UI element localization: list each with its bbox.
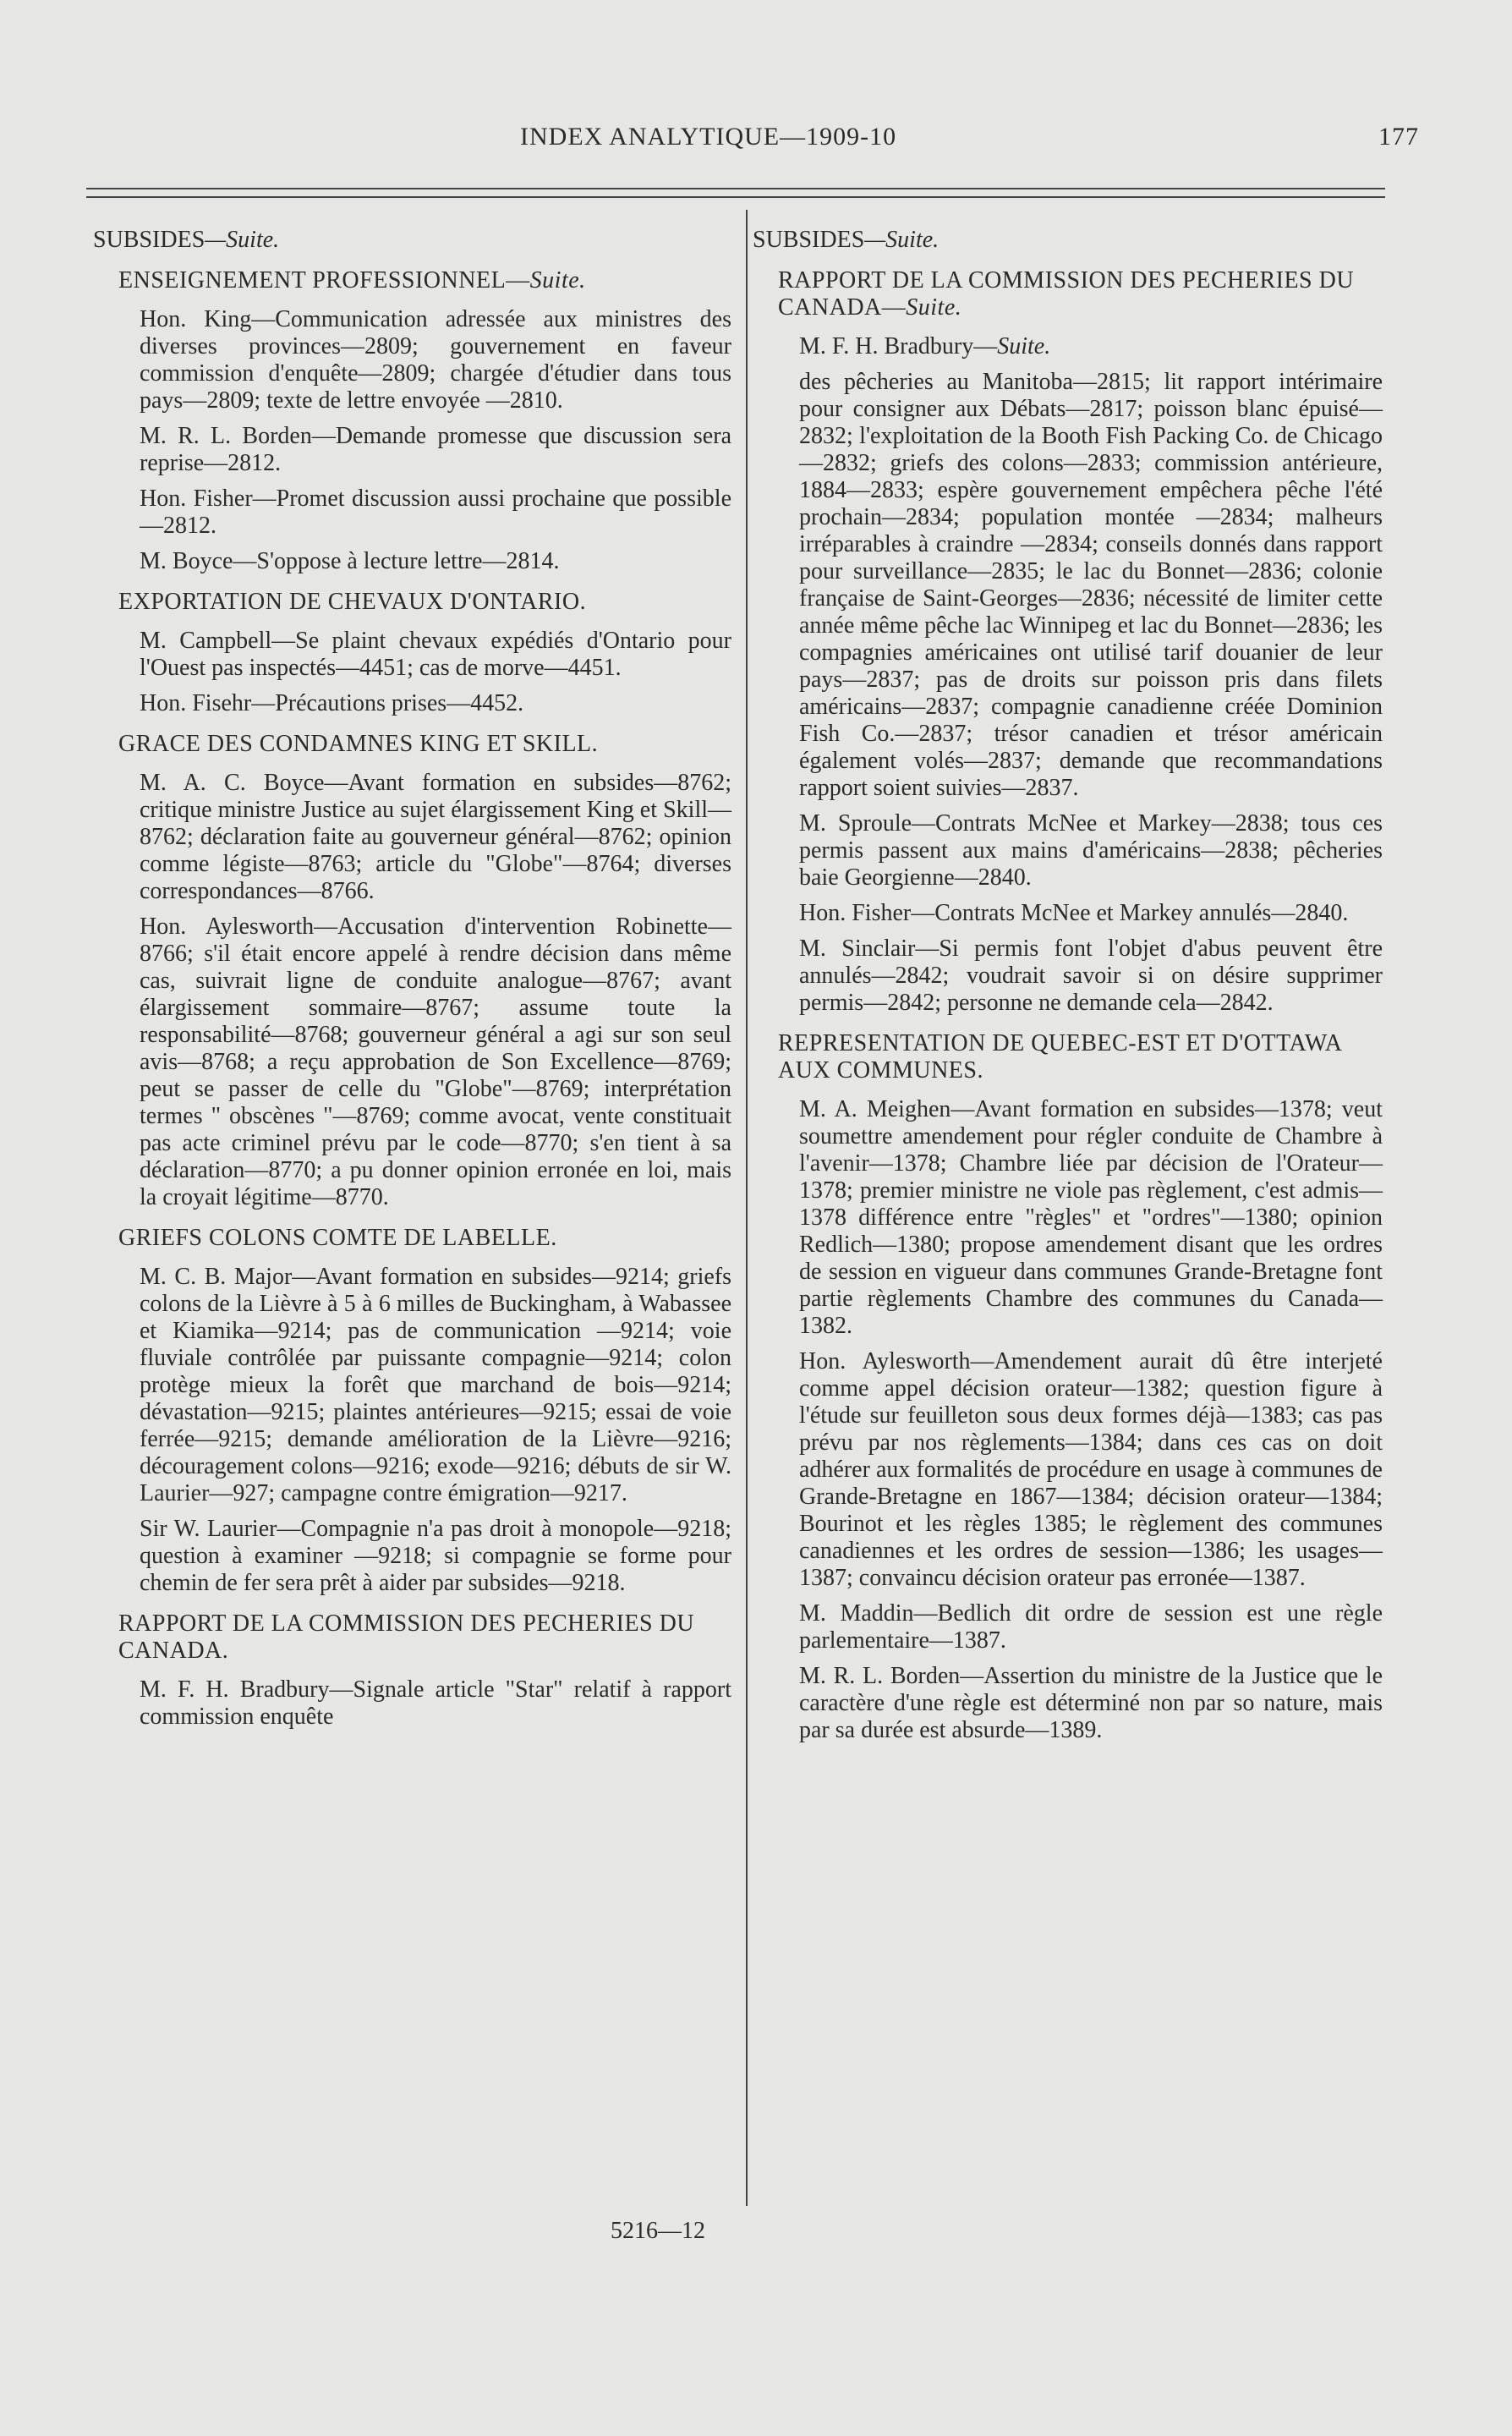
index-entry xyxy=(799,1348,1383,1592)
index-entry xyxy=(140,548,731,575)
index-entry xyxy=(140,1676,731,1731)
index-entry-text: Hon. Fisher—Promet discussion aussi prochaine que possible—2812. xyxy=(140,486,731,539)
index-entry-text: M. Boyce—S'oppose à lecture lettre—2814. xyxy=(140,548,560,574)
index-entry xyxy=(140,306,731,414)
index-entry-text: Hon. Aylesworth—Amendement aurait dû être interjeté comme appel décision orateur—1382; question figure à l'étude sur feuilleton sous deux formes déjà—1383; cas pas prévu par nos règlements—1384; dans ces cas on doit adhérer aux formalités de procédure en usage à communes de Grande-Bretagne en 1867—1384; décision orateur—1384; Bourinot et les règles 1385; le règlement des communes canadiennes et les ordres de session—1386; les usages—1387; convaincu décision orateur pas erronée—1387. xyxy=(799,1348,1383,1591)
index-entry-text: M. A. Meighen—Avant formation en subsides—1378; veut soumettre amendement pour régler conduite de Chambre à l'avenir—1378; Chambre liée par décision de l'Orateur—1378; premier ministre ne viole pas règlement, c'est admis—1378 différence entre "règles" et "ordres"—1380; opinion Redlich—1380; propose amendement disant que les ordres de session en vigueur dans communes Grande-Bretagne font partie règlements Chambre des communes du Canada—1382. xyxy=(799,1096,1383,1339)
right-column xyxy=(753,227,1383,1753)
index-entry-text: Hon. King—Communication adressée aux ministres des diverses provinces—2809; gouvernement en faveur commission d'enquête—2809; chargée d'étudier dans tous pays—2809; texte de lettre envoyée —2810. xyxy=(140,306,731,414)
index-entry-text: des pêcheries au Manitoba—2815; lit rapport intérimaire pour consigner aux Débats—2817; poisson blanc épuisé—2832; l'exploitation de la Booth Fish Packing Co. de Chicago—2832; griefs des colons—2833; commission antérieure, 1884—2833; espère gouvernement empêchera pêche l'été prochain—2834; population montée —2834; malheurs irréparables à craindre —2834; conseils donnés dans rapport pour surveillance—2835; le lac du Bonnet—2836; colonie française de Saint-Georges—2836; nécessité de limiter cette année même pêche lac Winnipeg et lac du Bonnet—2836; les compagnies américaines ont utilisé tarif douanier de leur pays—2837; pas de droits sur poisson pris dans filets américains—2837; compagnie canadienne créée Dominion Fish Co.—2837; trésor canadien et trésor américain également volés—2837; demande que recommandations rapport soient suivies—2837. xyxy=(799,369,1383,801)
index-entry xyxy=(799,1600,1383,1654)
index-entry-text: M. F. H. Bradbury— xyxy=(799,333,998,359)
index-entry xyxy=(799,1096,1383,1340)
index-entry-text: Hon. Aylesworth—Accusation d'intervention Robinette—8766; s'il était encore appelé à rendre décision dans même cas, suivrait ligne de conduite analogue—8767; avant élargissement sommaire—8767; assume toute la responsabilité—8768; gouverneur général a agi sur son seul avis—8768; a reçu approbation de Son Excellence—8769; peut se passer de celle du "Globe"—8769; interprétation termes " obscènes "—8769; comme avocat, vente constituait pas acte criminel prévu par le code—8770; s'en tient à sa déclaration—8770; a pu donner opinion erronée en loi, mais la croyait légitime—8770. xyxy=(140,914,731,1210)
subject-heading-text: REPRESENTATION DE QUEBEC-EST ET D'OTTAWA AUX COMMUNES. xyxy=(778,1030,1341,1084)
suite-suffix: Suite. xyxy=(529,267,586,294)
subject-heading xyxy=(118,731,731,758)
column-divider xyxy=(746,210,748,2206)
subject-heading-text: GRIEFS COLONS COMTE DE LABELLE. xyxy=(118,1225,557,1251)
column-continued-heading: SUBSIDES—Suite. xyxy=(93,227,280,253)
index-entry-text: Sir W. Laurier—Compagnie n'a pas droit à monopole—9218; question à examiner —9218; si compagnie se forme pour chemin de fer sera prêt à aider par subsides—9218. xyxy=(140,1516,731,1596)
printer-signature: 5216—12 xyxy=(611,2218,705,2244)
subject-heading xyxy=(118,1225,731,1252)
subject-heading-text: RAPPORT DE LA COMMISSION DES PECHERIES DU CANADA. xyxy=(118,1610,695,1664)
index-entry-text: M. R. L. Borden—Assertion du ministre de la Justice que le caractère d'une règle est déterminé non par so nature, mais par sa durée est absurde—1389. xyxy=(799,1663,1383,1743)
index-entry xyxy=(799,1663,1383,1744)
left-index-blocks xyxy=(93,267,731,1731)
page-number: 177 xyxy=(1378,123,1419,151)
column-continued-heading: SUBSIDES—Suite. xyxy=(753,227,940,253)
subject-heading xyxy=(778,267,1383,321)
suite-suffix: Suite. xyxy=(906,294,962,321)
right-index-blocks xyxy=(753,267,1383,1744)
index-entry xyxy=(799,900,1383,927)
index-entry-text: M. Maddin—Bedlich dit ordre de session est une règle parlementaire—1387. xyxy=(799,1600,1383,1654)
subject-heading-text: GRACE DES CONDAMNES KING ET SKILL. xyxy=(118,731,599,757)
index-entry xyxy=(799,810,1383,892)
page-title: INDEX ANALYTIQUE—1909-10 xyxy=(520,123,897,151)
index-entry xyxy=(140,423,731,477)
index-entry xyxy=(140,1516,731,1597)
left-column xyxy=(93,227,731,1739)
index-entry xyxy=(140,1264,731,1507)
header-rule-top xyxy=(86,188,1385,189)
subject-heading xyxy=(118,267,731,294)
running-head xyxy=(93,123,1419,156)
index-entry xyxy=(140,628,731,682)
index-entry xyxy=(140,690,731,717)
index-entry-text: M. Sproule—Contrats McNee et Markey—2838; tous ces permis passent aux mains d'américains—2838; pêcheries baie Georgienne—2840. xyxy=(799,810,1383,891)
header-rule-bottom xyxy=(86,196,1385,198)
index-entry-text: M. R. L. Borden—Demande promesse que discussion sera reprise—2812. xyxy=(140,423,731,476)
index-entry-text: M. A. C. Boyce—Avant formation en subsides—8762; critique ministre Justice au sujet élargissement King et Skill—8762; déclaration faite au gouverneur général—8762; opinion comme légiste—8763; article du "Globe"—8764; diverses correspondances—8766. xyxy=(140,770,731,904)
index-entry xyxy=(799,935,1383,1017)
index-entry-text: M. F. H. Bradbury—Signale article "Star" relatif à rapport commission enquête xyxy=(140,1676,731,1730)
index-entry xyxy=(799,369,1383,802)
subject-heading-text: EXPORTATION DE CHEVAUX D'ONTARIO. xyxy=(118,589,587,615)
index-entry xyxy=(140,770,731,905)
suite-suffix: Suite. xyxy=(997,333,1051,359)
index-entry-text: M. Campbell—Se plaint chevaux expédiés d'Ontario pour l'Ouest pas inspectés—4451; cas de morve—4451. xyxy=(140,628,731,681)
subject-heading-text: ENSEIGNEMENT PROFESSIONNEL— xyxy=(118,267,530,294)
subject-heading xyxy=(778,1030,1383,1084)
subject-heading xyxy=(118,1610,731,1665)
index-entry-text: M. Sinclair—Si permis font l'objet d'abus peuvent être annulés—2842; voudrait savoir si on désire supprimer permis—2842; personne ne demande cela—2842. xyxy=(799,935,1383,1016)
index-entry-text: Hon. Fisher—Contrats McNee et Markey annulés—2840. xyxy=(799,900,1349,926)
subject-heading-text: RAPPORT DE LA COMMISSION DES PECHERIES DU CANADA— xyxy=(778,267,1355,321)
subject-heading xyxy=(118,589,731,616)
index-entry-text: Hon. Fisehr—Précautions prises—4452. xyxy=(140,690,524,716)
index-entry xyxy=(140,914,731,1211)
index-entry-text: M. C. B. Major—Avant formation en subsides—9214; griefs colons de la Lièvre à 5 à 6 milles de Buckingham, à Wabassee et Kiamika—9214; pas de communication —9214; voie fluviale contrôlée par puissante compagnie—9214; colon protège mieux la forêt que marchand de bois—9214; dévastation—9215; plaintes antérieures—9215; essai de voie ferrée—9215; demande amélioration de la Lièvre—9216; découragement colons—9216; exode—9216; débuts de sir W. Laurier—927; campagne contre émigration—9217. xyxy=(140,1264,731,1506)
index-entry xyxy=(799,333,1383,360)
index-entry xyxy=(140,486,731,540)
